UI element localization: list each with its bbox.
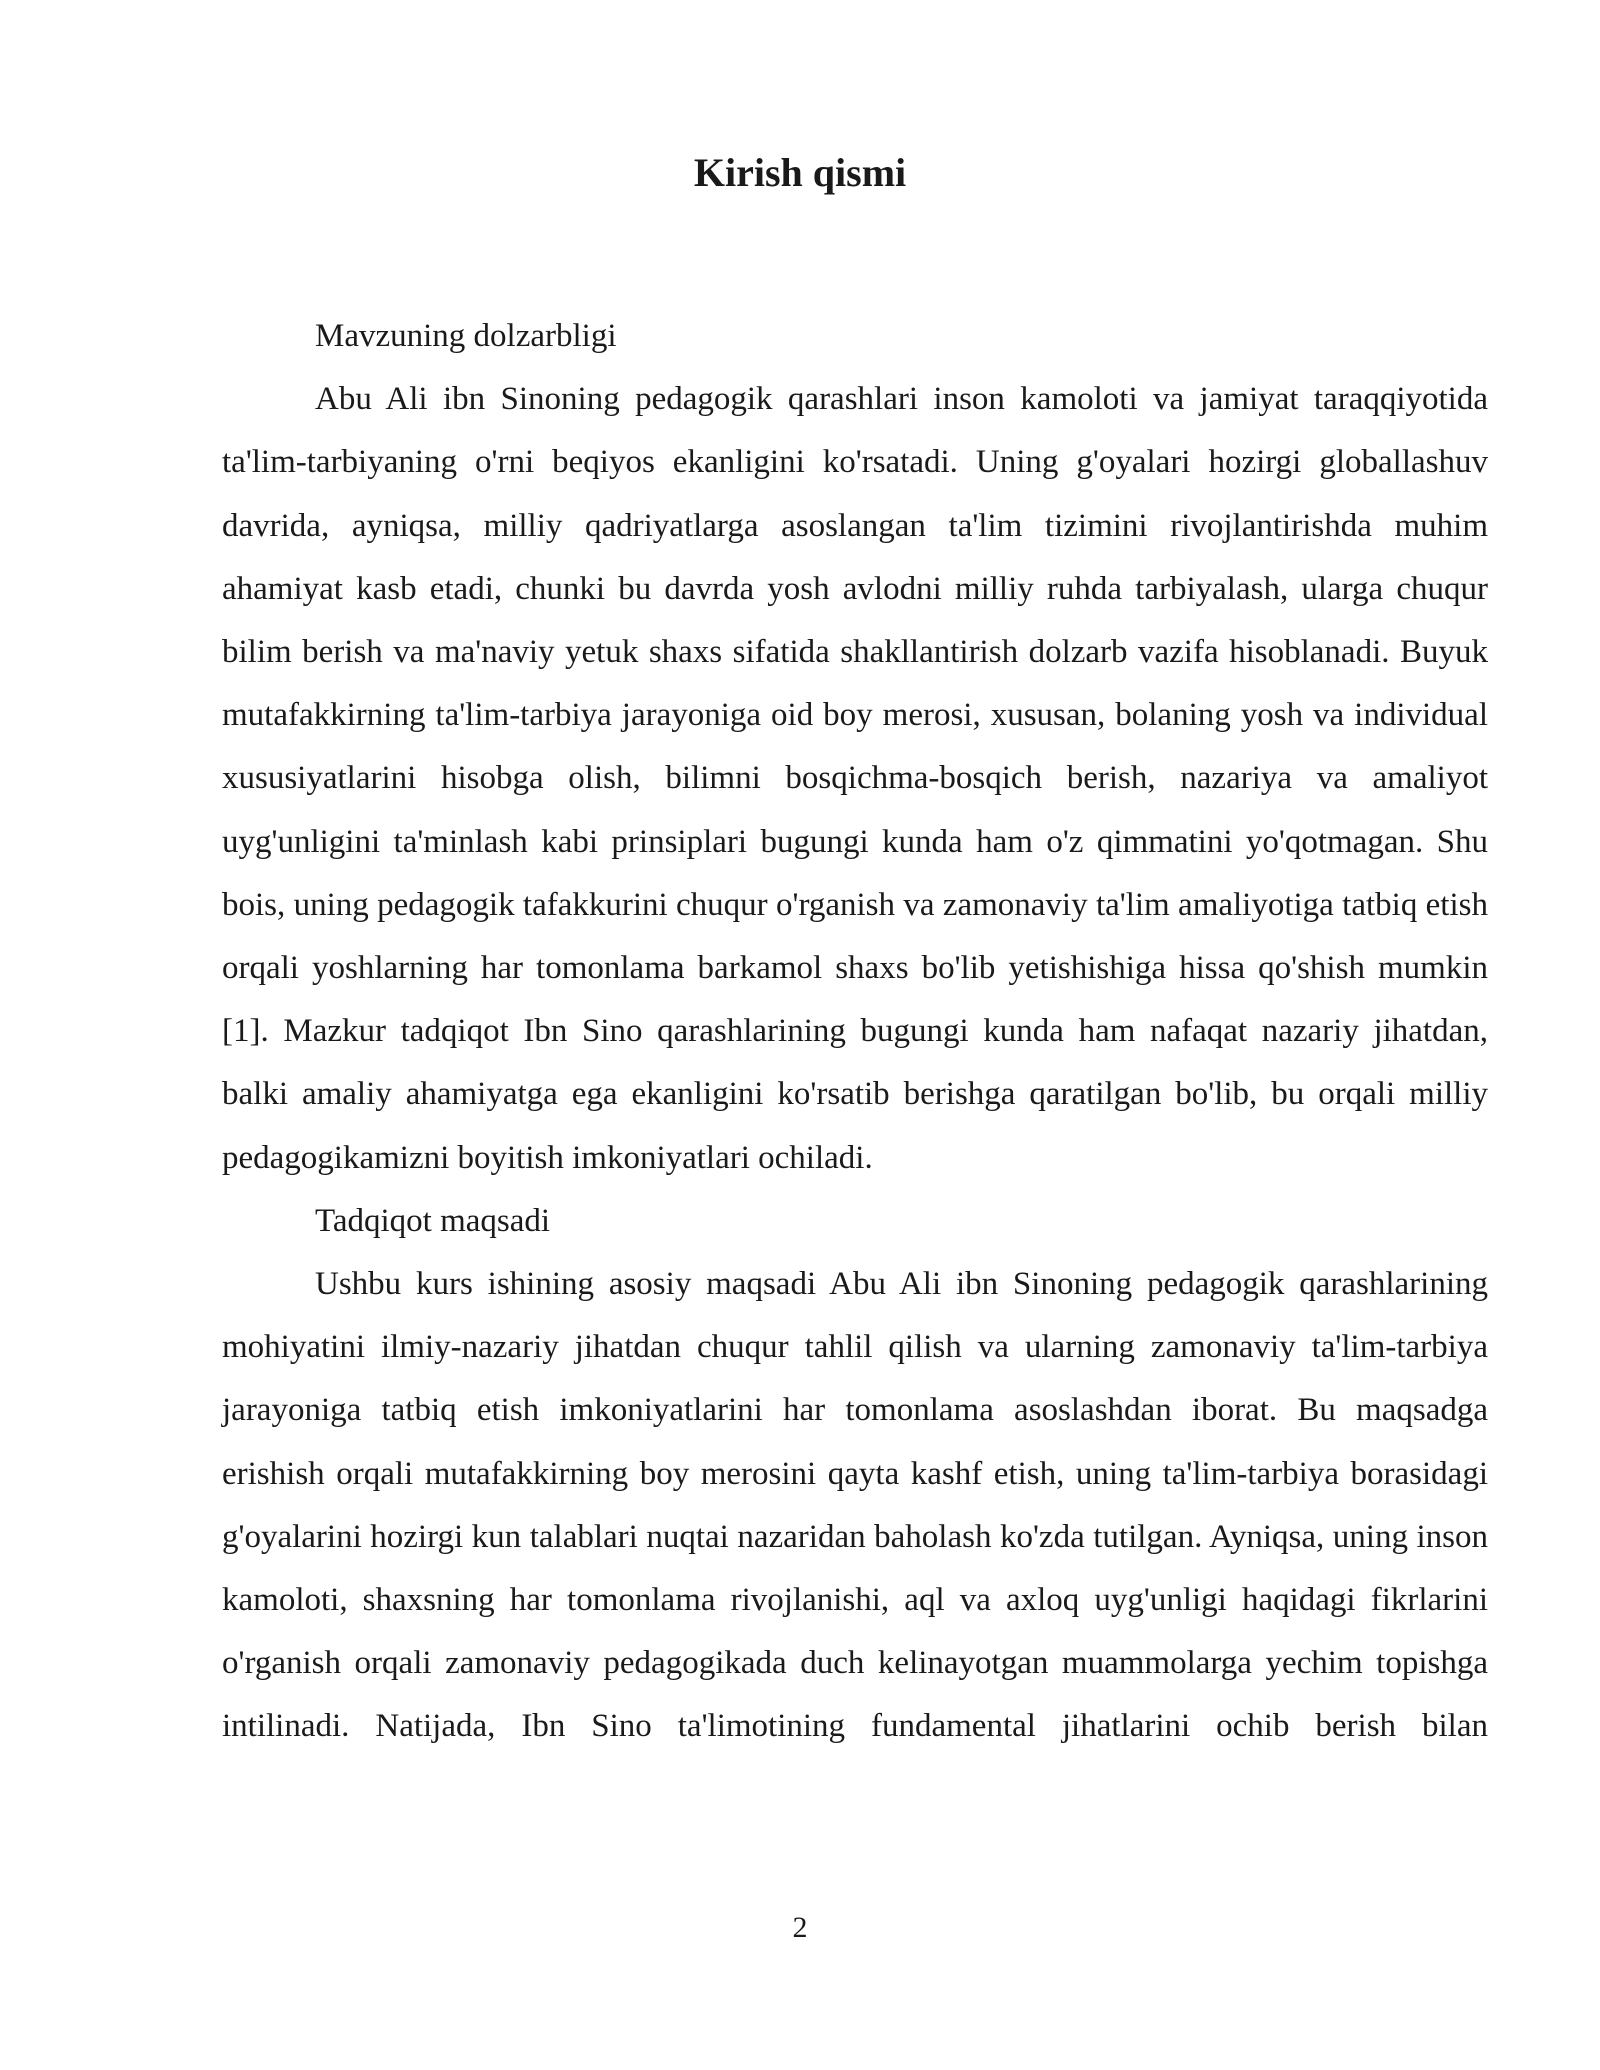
section-heading-research-goal: Tadqiqot maqsadi: [315, 1202, 551, 1239]
paragraph-research-goal: Ushbu kurs ishining asosiy maqsadi Abu Ali ibn Sinoning pedagogik qarashlarining mohiyatini ilmiy-nazariy jihatdan chuqur tahlil qilish va ularning zamonaviy ta'lim-tarbiya jarayoniga tatbiq etish imkoniyatlarini har tomonlama asoslashdan iborat. Bu maqsadga erishish orqali mutafakkirning boy merosini qayta kashf etish, uning ta'lim-tarbiya borasidagi g'oyalarini hozirgi kun talablari nuqtai nazaridan baholash ko'zda tutilgan. Ayniqsa, uning inson kamoloti, shaxsning har tomonlama rivojlanishi, aql va axloq uyg'unligi haqidagi fikrlarini o'rganish orqali zamonaviy pedagogikada duch kelinayotgan muammolarga yechim topishga intilinadi. Natijada, Ibn Sino ta'limotining fundamental jihatlarini ochib berish bilan: [222, 1266, 1488, 1745]
paragraph-relevance: Abu Ali ibn Sinoning pedagogik qarashlari inson kamoloti va jamiyat taraqqiyotida ta'lim-tarbiyaning o'rni beqiyos ekanligini ko'rsatadi. Uning g'oyalari hozirgi globallashuv davrida, ayniqsa, milliy qadriyatlarga asoslangan ta'lim tizimini rivojlantirishda muhim ahamiyat kasb etadi, chunki bu davrda yosh avlodni milliy ruhda tarbiyalash, ularga chuqur bilim berish va ma'naviy yetuk shaxs sifatida shakllantirish dolzarb vazifa hisoblanadi. Buyuk mutafakkirning ta'lim-tarbiya jarayoniga oid boy merosi, xususan, bolaning yosh va individual xususiyatlarini hisobga olish, bilimni bosqichma-bosqich berish, nazariya va amaliyot uyg'unligini ta'minlash kabi prinsiplari bugungi kunda ham o'z qimmatini yo'qotmagan. Shu bois, uning pedagogik tafakkurini chuqur o'rganish va zamonaviy ta'lim amaliyotiga tatbiq etish orqali yoshlarning har tomonlama barkamol shaxs bo'lib yetishishiga hissa qo'shish mumkin [1]. Mazkur tadqiqot Ibn Sino qarashlarining bugungi kunda ham nafaqat nazariy jihatdan, balki amaliy ahamiyatga ega ekanligini ko'rsatib berishga qaratilgan bo'lib, bu orqali milliy pedagogikamizni boyitish imkoniyatlari ochiladi.: [222, 381, 1488, 1176]
document-body: [222, 305, 1488, 1759]
page-title: Kirish qismi: [693, 150, 907, 195]
section-heading-relevance: Mavzuning dolzarbligi: [315, 318, 617, 354]
page-number: 2: [792, 1911, 808, 1944]
